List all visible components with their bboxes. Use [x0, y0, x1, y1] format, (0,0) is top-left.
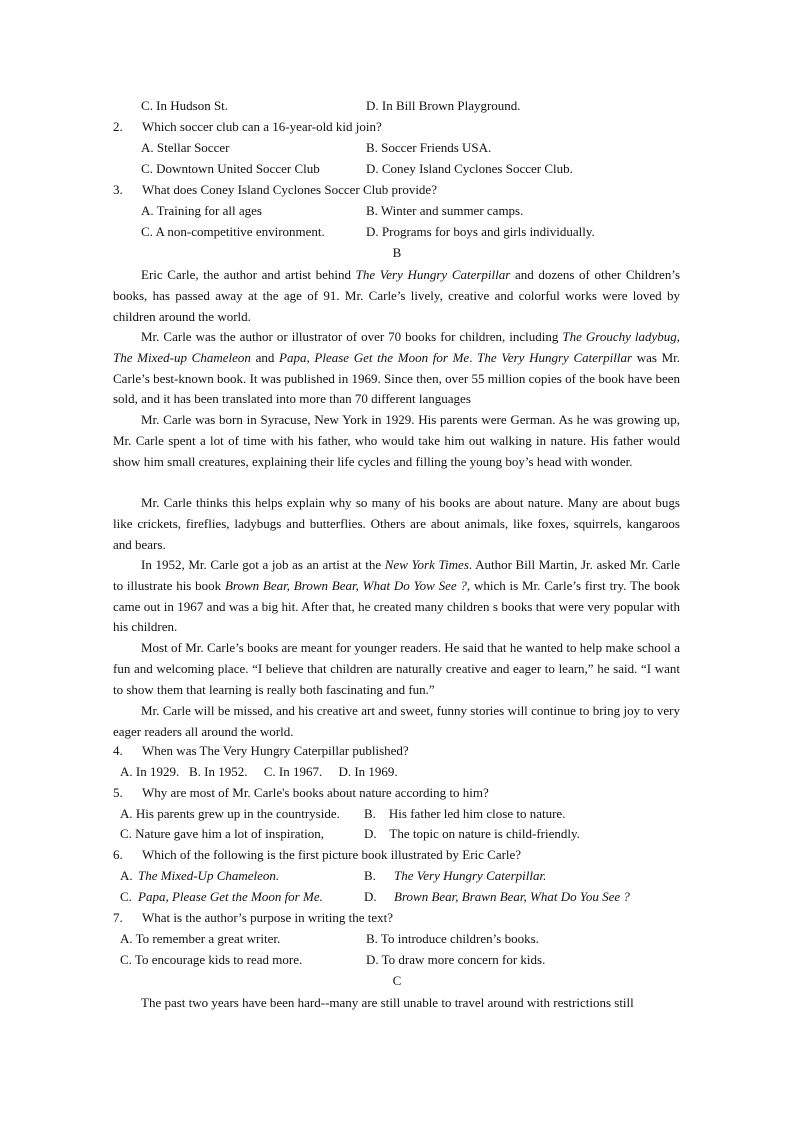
q7-stem: 7. What is the author’s purpose in writing the text? — [113, 910, 394, 925]
q6-option-b: The Very Hungry Caterpillar. — [394, 868, 547, 883]
q1-option-c: C. In Hudson St. — [141, 98, 229, 113]
q6-option-c-letter: C. — [120, 889, 132, 904]
q2-option-b: B. Soccer Friends USA. — [366, 140, 492, 155]
q2-stem: 2. Which soccer club can a 16-year-old kid join? — [113, 119, 382, 134]
q2-option-c: C. Downtown United Soccer Club — [141, 161, 320, 176]
q3-option-a: A. Training for all ages — [141, 203, 262, 218]
q2-option-d: D. Coney Island Cyclones Soccer Club. — [366, 161, 573, 176]
section-c-heading: C — [392, 973, 402, 988]
q6-option-d-letter: D. — [364, 889, 377, 904]
q3-option-d: D. Programs for boys and girls individually. — [366, 224, 595, 239]
q2-option-a: A. Stellar Soccer — [141, 140, 230, 155]
q7-option-d: D. To draw more concern for kids. — [366, 952, 546, 967]
passage-paragraph-1: Eric Carle, the author and artist behind The Very Hungry Caterpillar and dozens of other Children’s books, has passed away at the age of 91. Mr. Carle’s lively, creative and colorful works were loved by children around the world. — [113, 267, 681, 324]
q4-options: A. In 1929. B. In 1952. C. In 1967. D. In 1969. — [120, 764, 398, 779]
q6-option-a-letter: A. — [120, 868, 133, 883]
q5-stem: 5. Why are most of Mr. Carle's books about nature according to him? — [113, 785, 489, 800]
q6-option-b-letter: B. — [364, 868, 376, 883]
q4-stem: 4. When was The Very Hungry Caterpillar published? — [113, 743, 409, 758]
q3-option-b: B. Winter and summer camps. — [366, 203, 524, 218]
passage-c-paragraph-1: The past two years have been hard--many are still unable to travel around with restrictions still — [141, 995, 634, 1010]
q7-option-b: B. To introduce children’s books. — [366, 931, 539, 946]
q6-option-a: The Mixed-Up Chameleon. — [138, 868, 280, 883]
q7-option-c: C. To encourage kids to read more. — [120, 952, 303, 967]
passage-paragraph-6: Most of Mr. Carle’s books are meant for younger readers. He said that he wanted to help make school a fun and welcoming place. “I believe that children are naturally creative and eager to learn,” he said. “I want to show them that learning is really both fascinating and fun.” — [113, 640, 680, 697]
q6-stem: 6. Which of the following is the first picture book illustrated by Eric Carle? — [113, 847, 522, 862]
q6-option-d: Brown Bear, Brawn Bear, What Do You See ? — [394, 889, 630, 904]
q5-option-d: D. The topic on nature is child-friendly. — [364, 826, 580, 841]
q3-stem: 3. What does Coney Island Cyclones Soccer Club provide? — [113, 182, 437, 197]
q6-option-c: Papa, Please Get the Moon for Me. — [138, 889, 323, 904]
section-b-heading: B — [392, 245, 402, 260]
q7-option-a: A. To remember a great writer. — [120, 931, 281, 946]
passage-paragraph-7: Mr. Carle will be missed, and his creative art and sweet, funny stories will continue to bring joy to very eager readers all around the world. — [113, 703, 680, 739]
passage-paragraph-2: Mr. Carle was the author or illustrator of over 70 books for children, including The Grouchy ladybug, The Mixed-up Chameleon and Papa, Please Get the Moon for Me. The Very Hungry Caterpillar was Mr. Carle’s best-known book. It was published in 1969. Since then, over 55 million copies of the book have been sold, and it has been translated into more than 70 different languages — [113, 329, 681, 407]
q5-option-b: B. His father led him close to nature. — [364, 806, 566, 821]
passage-paragraph-4: Mr. Carle thinks this helps explain why so many of his books are about nature. Many are about bugs like crickets, fireflies, ladybugs and butterflies. Others are about animals, like foxes, squirrels, kangaroos and bears. — [113, 495, 680, 552]
q5-option-a: A. His parents grew up in the countryside. — [120, 806, 340, 821]
q1-option-d: D. In Bill Brown Playground. — [366, 98, 521, 113]
passage-paragraph-3: Mr. Carle was born in Syracuse, New York in 1929. His parents were German. As he was growing up, Mr. Carle spent a lot of time with his father, who would take him out walking in nature. His father would show him small creatures, explaining their life cycles and filling the young boy’s head with wonder. — [113, 412, 680, 469]
q3-option-c: C. A non-competitive environment. — [141, 224, 325, 239]
passage-paragraph-5: In 1952, Mr. Carle got a job as an artist at the New York Times. Author Bill Martin, Jr. asked Mr. Carle to illustrate his book Brown Bear, Brown Bear, What Do Yow See ?, which is Mr. Carle’s first try. The book came out in 1967 and was a big hit. After that, he created many children s books that were very popular with his children. — [113, 557, 681, 635]
q5-option-c: C. Nature gave him a lot of inspiration, — [120, 826, 324, 841]
